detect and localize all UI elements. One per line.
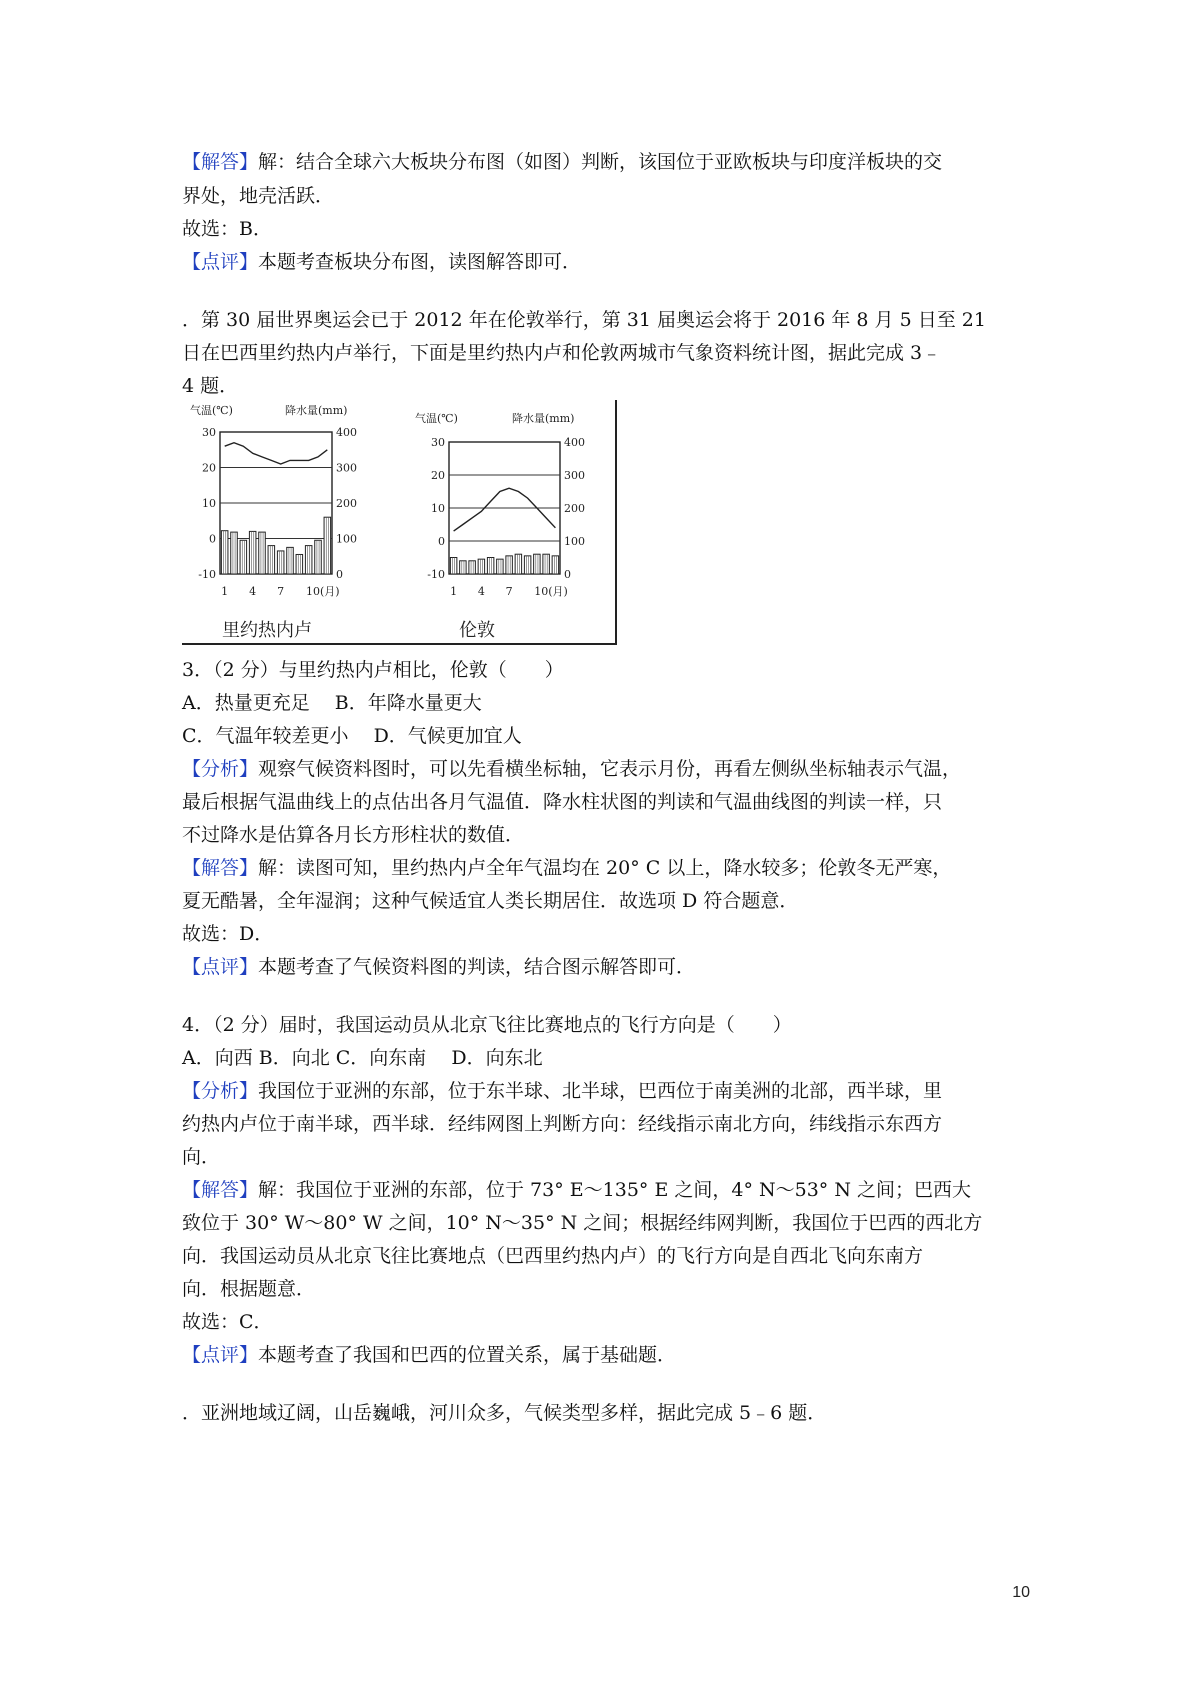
precip-tick-label: 200 [564,502,585,515]
answer-line: 【解答】解：我国位于亚洲的东部，位于 73° E～135° E 之间，4° N～53° N 之间；巴西大 [182,1179,971,1201]
options-line: A．向西 B．向北 C．向东南 D．向东北 [182,1047,543,1069]
precip-bar [268,546,275,574]
precip-tick-label: 100 [336,532,357,546]
answer-line: 【解答】解：读图可知，里约热内卢全年气温均在 20° C 以上，降水较多；伦敦冬无严寒， [182,857,952,879]
intro-line: ．第 30 届世界奥运会已于 2012 年在伦敦举行，第 31 届奥运会将于 2016 年 8 月 5 日至 21 [182,309,986,331]
intro-line: ．亚洲地域辽阔，山岳巍峨，河川众多，气候类型多样，据此完成 5﹣6 题． [182,1402,827,1424]
temp-tick-label: 20 [202,461,216,475]
intro-line: 4 题． [182,375,239,397]
chart-caption: 伦敦 [459,620,495,641]
review-tag: 【点评】 [182,956,259,978]
precip-bar [305,546,312,574]
precip-bar [552,556,558,574]
precip-bar [478,559,484,574]
precip-bar [534,554,540,574]
month-tick-label: 7 [505,585,513,598]
temp-tick-label: 30 [202,426,216,439]
answer-line: 界处，地壳活跃． [182,185,335,207]
climate-figure [182,400,617,645]
precip-tick-label: 200 [336,497,357,510]
precip-bar [249,531,256,574]
page-number: 10 [1012,1584,1030,1601]
precip-bar [469,561,475,574]
precip-tick-label: 300 [564,469,585,482]
choice-line: 故选：D． [182,923,274,945]
precip-tick-label: 0 [336,568,343,581]
precip-tick-label: 0 [564,568,571,581]
answer-line: 向．我国运动员从北京飞往比赛地点（巴西里约热内卢）的飞行方向是自西北飞向东南方 [182,1245,924,1267]
review-line: 【点评】本题考查板块分布图，读图解答即可． [182,251,582,273]
precip-bar [524,556,530,574]
precip-bar [460,561,466,574]
month-tick-label: 7 [277,585,285,598]
analysis-line: 最后根据气温曲线上的点估出各月气温值．降水柱状图的判读和气温曲线图的判读一样，只 [182,791,943,813]
review-line: 【点评】本题考查了气候资料图的判读，结合图示解答即可． [182,956,696,978]
answer-line: 【解答】解：结合全球六大板块分布图（如图）判断，该国位于亚欧板块与印度洋板块的交 [182,151,943,173]
answer-tag: 【解答】 [182,857,259,879]
precip-axis-label: 降水量(mm) [285,404,348,417]
precip-bar [543,554,549,574]
precip-tick-label: 400 [336,426,357,439]
analysis-tag: 【分析】 [182,758,259,780]
month-tick-label: 10(月) [534,585,568,598]
analysis-line: 【分析】观察气候资料图时，可以先看横坐标轴，它表示月份，再看左侧纵坐标轴表示气温， [182,758,962,780]
chart-caption: 里约热内卢 [222,620,312,641]
analysis-line: 向． [182,1146,221,1168]
review-tag: 【点评】 [182,1344,259,1366]
choice-line: 故选：C． [182,1311,273,1333]
options-line: C．气温年较差更小 D．气候更加宜人 [182,725,522,747]
precip-bar [315,540,322,574]
temp-tick-label: 10 [431,502,445,515]
precip-bar [277,551,284,574]
climate-charts-svg [182,400,615,643]
temp-tick-label: -10 [427,568,445,581]
precip-bar [487,558,493,575]
answer-tag: 【解答】 [182,151,259,173]
precip-axis-label: 降水量(mm) [512,412,575,425]
precip-bar [259,532,266,574]
precip-bar [221,531,228,574]
temp-tick-label: 20 [431,469,445,482]
analysis-tag: 【分析】 [182,1080,259,1102]
temp-tick-label: 10 [202,497,216,510]
analysis-line: 【分析】我国位于亚洲的东部，位于东半球、北半球，巴西位于南美洲的北部，西半球，里 [182,1080,943,1102]
month-tick-label: 4 [477,585,485,598]
review-line: 【点评】本题考查了我国和巴西的位置关系，属于基础题． [182,1344,677,1366]
precip-bar [231,532,238,574]
precip-bar [240,540,247,574]
answer-line: 致位于 30° W～80° W 之间，10° N～35° N 之间；根据经纬网判断，我国位于巴西的西北方 [182,1212,983,1234]
temp-axis-label: 气温(℃) [415,412,458,425]
precip-tick-label: 300 [336,461,357,475]
london-climate-chart [415,411,585,641]
month-tick-label: 4 [249,585,257,598]
precip-bar [296,554,303,574]
precip-tick-label: 100 [564,535,585,548]
precip-bar [287,547,294,574]
choice-line: 故选：B． [182,218,272,240]
temperature-line [454,488,556,531]
temp-tick-label: 0 [209,532,216,546]
temp-axis-label: 气温(℃) [190,404,233,417]
precip-bar [450,558,456,575]
month-tick-label: 1 [221,585,229,598]
analysis-line: 不过降水是估算各月长方形柱状的数值． [182,824,525,846]
temp-tick-label: -10 [198,568,216,581]
precip-bar [515,554,521,574]
question-stem: 3．（2 分）与里约热内卢相比，伦敦（ ） [182,659,564,681]
precip-bar [506,556,512,574]
temp-tick-label: 0 [438,535,445,548]
month-tick-label: 1 [450,585,458,598]
answer-line: 向．根据题意． [182,1278,316,1300]
precip-tick-label: 400 [564,436,585,449]
precip-bar [324,517,331,574]
analysis-line: 约热内卢位于南半球，西半球．经纬网图上判断方向：经线指示南北方向，纬线指示东西方 [182,1113,943,1135]
answer-tag: 【解答】 [182,1179,259,1201]
temperature-line [225,443,328,464]
intro-line: 日在巴西里约热内卢举行，下面是里约热内卢和伦敦两城市气象资料统计图，据此完成 3﹣ [182,342,942,364]
temp-tick-label: 30 [431,436,445,449]
answer-line: 夏无酷暑，全年湿润；这种气候适宜人类长期居住．故选项 D 符合题意． [182,890,799,912]
precip-bar [497,559,503,574]
options-line: A．热量更充足 B．年降水量更大 [182,692,482,714]
rio-climate-chart [190,403,357,641]
question-stem: 4．（2 分）届时，我国运动员从北京飞往比赛地点的飞行方向是（ ） [182,1014,792,1036]
review-tag: 【点评】 [182,251,259,273]
month-tick-label: 10(月) [306,585,340,598]
